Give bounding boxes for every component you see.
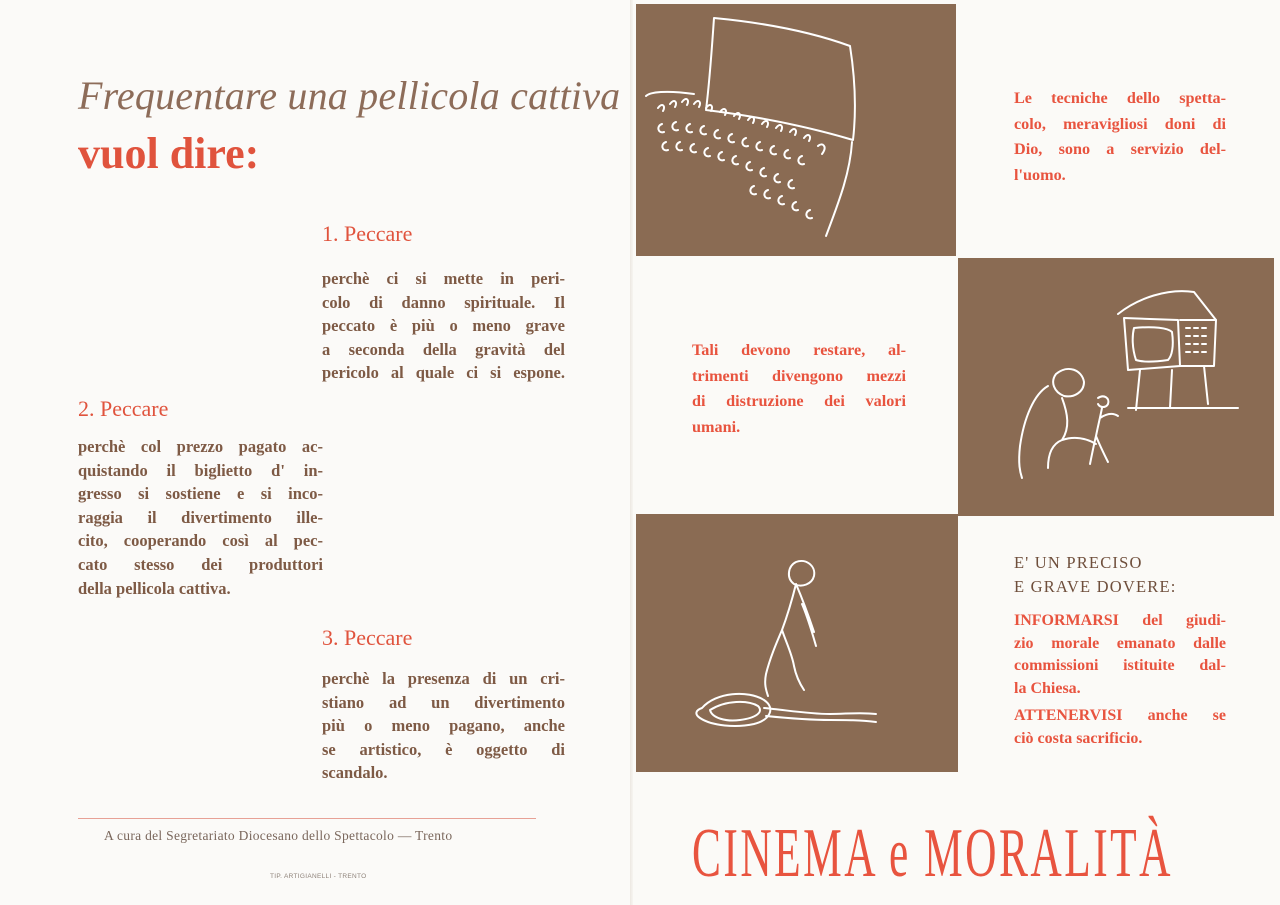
text-line: pericolo al quale ci si espone. <box>322 363 565 383</box>
panel-cinema <box>636 4 956 256</box>
text-fragment: anche se <box>1147 707 1226 724</box>
text-line: E GRAVE DOVERE: <box>1014 576 1177 596</box>
text-line: quistando il biglietto d' in- <box>78 460 323 480</box>
text-line: l'uomo. <box>1014 165 1066 184</box>
text-line <box>1014 705 1226 728</box>
screen-base <box>646 92 694 96</box>
panel-film-reel <box>636 514 958 772</box>
adult-head <box>1053 369 1084 396</box>
text-line: della pellicola cattiva. <box>78 578 231 598</box>
child-figure <box>1090 396 1118 464</box>
television-viewers-illustration <box>958 258 1274 516</box>
film-reel-inner <box>710 702 760 721</box>
screen-outline <box>706 18 855 140</box>
text-line: ciò costa sacrificio. <box>1014 729 1143 747</box>
keyword: ATTENERVISI <box>1014 707 1123 724</box>
tv-top <box>1118 291 1216 320</box>
figure-body <box>765 584 816 696</box>
page-fold <box>630 0 633 905</box>
panel-television <box>958 258 1274 516</box>
text-line: Dio, sono a servizio del- <box>1014 140 1226 158</box>
page-title: CINEMA e MORALITÀ <box>692 815 1173 892</box>
section-title-1: 1. Peccare <box>322 221 413 246</box>
text-fragment: del giudi- <box>1142 612 1226 629</box>
text-line: se artistico, è oggetto di <box>322 739 565 759</box>
section-body-1 <box>322 267 565 385</box>
audience-row-4 <box>750 186 812 218</box>
text-line: stiano ad un divertimento <box>322 692 565 712</box>
hall-wall <box>826 142 852 236</box>
left-page <box>0 0 632 905</box>
text-line: colo, meravigliosi doni di <box>1014 114 1226 133</box>
footer-rule <box>78 818 536 819</box>
text-line: commissioni istituite dal- <box>1014 657 1226 674</box>
text-line: raggia il divertimento ille- <box>78 507 323 527</box>
text-line: perchè la presenza di un cri- <box>322 669 565 688</box>
text-line: trimenti divengono mezzi <box>692 366 906 385</box>
headline-bold: vuol dire: <box>78 129 260 178</box>
text-middle <box>692 338 906 440</box>
tv-legs <box>1128 366 1238 410</box>
section-title-3: 3. Peccare <box>322 625 413 650</box>
text-line: peccato è più o meno grave <box>322 316 565 336</box>
section-body-3 <box>322 667 565 785</box>
text-top <box>1014 86 1226 188</box>
text-line: più o meno pagano, anche <box>322 716 565 736</box>
text-line: la Chiesa. <box>1014 679 1081 697</box>
film-strip <box>764 708 876 722</box>
text-line: umani. <box>692 417 741 436</box>
section-body-2 <box>78 435 323 600</box>
text-line: scandalo. <box>322 763 388 783</box>
adult-body <box>1019 386 1096 478</box>
text-line: cito, cooperando così al pec- <box>78 531 323 551</box>
text-line: perchè col prezzo pagato ac- <box>78 437 323 456</box>
figure-with-film-reel-illustration <box>636 514 958 772</box>
credit-line: A cura del Segretariato Diocesano dello Spettacolo — Trento <box>104 828 453 843</box>
text-line <box>1014 610 1226 633</box>
tv-grille <box>1186 328 1206 352</box>
keyword: INFORMARSI <box>1014 612 1119 629</box>
text-line: E' UN PRECISO <box>1014 553 1143 572</box>
text-line: a seconda della gravità del <box>322 339 565 359</box>
text-line: colo di danno spirituale. Il <box>322 292 565 312</box>
duty-attend <box>1014 705 1226 750</box>
text-line: Tali devono restare, al- <box>692 341 906 359</box>
text-line: cato stesso dei produttori <box>78 554 323 574</box>
printer-line: TIP. ARTIGIANELLI - TRENTO <box>270 873 367 880</box>
headline-italic: Frequentare una pellicola cattiva <box>78 73 621 118</box>
figure-head <box>789 561 814 586</box>
cinema-audience-illustration <box>636 4 956 256</box>
duty-heading <box>1014 551 1177 598</box>
duty-inform <box>1014 610 1226 700</box>
text-line: di distruzione dei valori <box>692 392 906 410</box>
audience-row-3 <box>662 142 794 188</box>
section-title-2: 2. Peccare <box>78 396 169 421</box>
text-line: perchè ci si mette in peri- <box>322 269 565 288</box>
text-line: Le tecniche dello spetta- <box>1014 89 1226 107</box>
tv-screen <box>1133 327 1173 361</box>
text-line: zio morale emanato dalle <box>1014 634 1226 652</box>
text-line: gresso si sostiene e si inco- <box>78 484 323 504</box>
